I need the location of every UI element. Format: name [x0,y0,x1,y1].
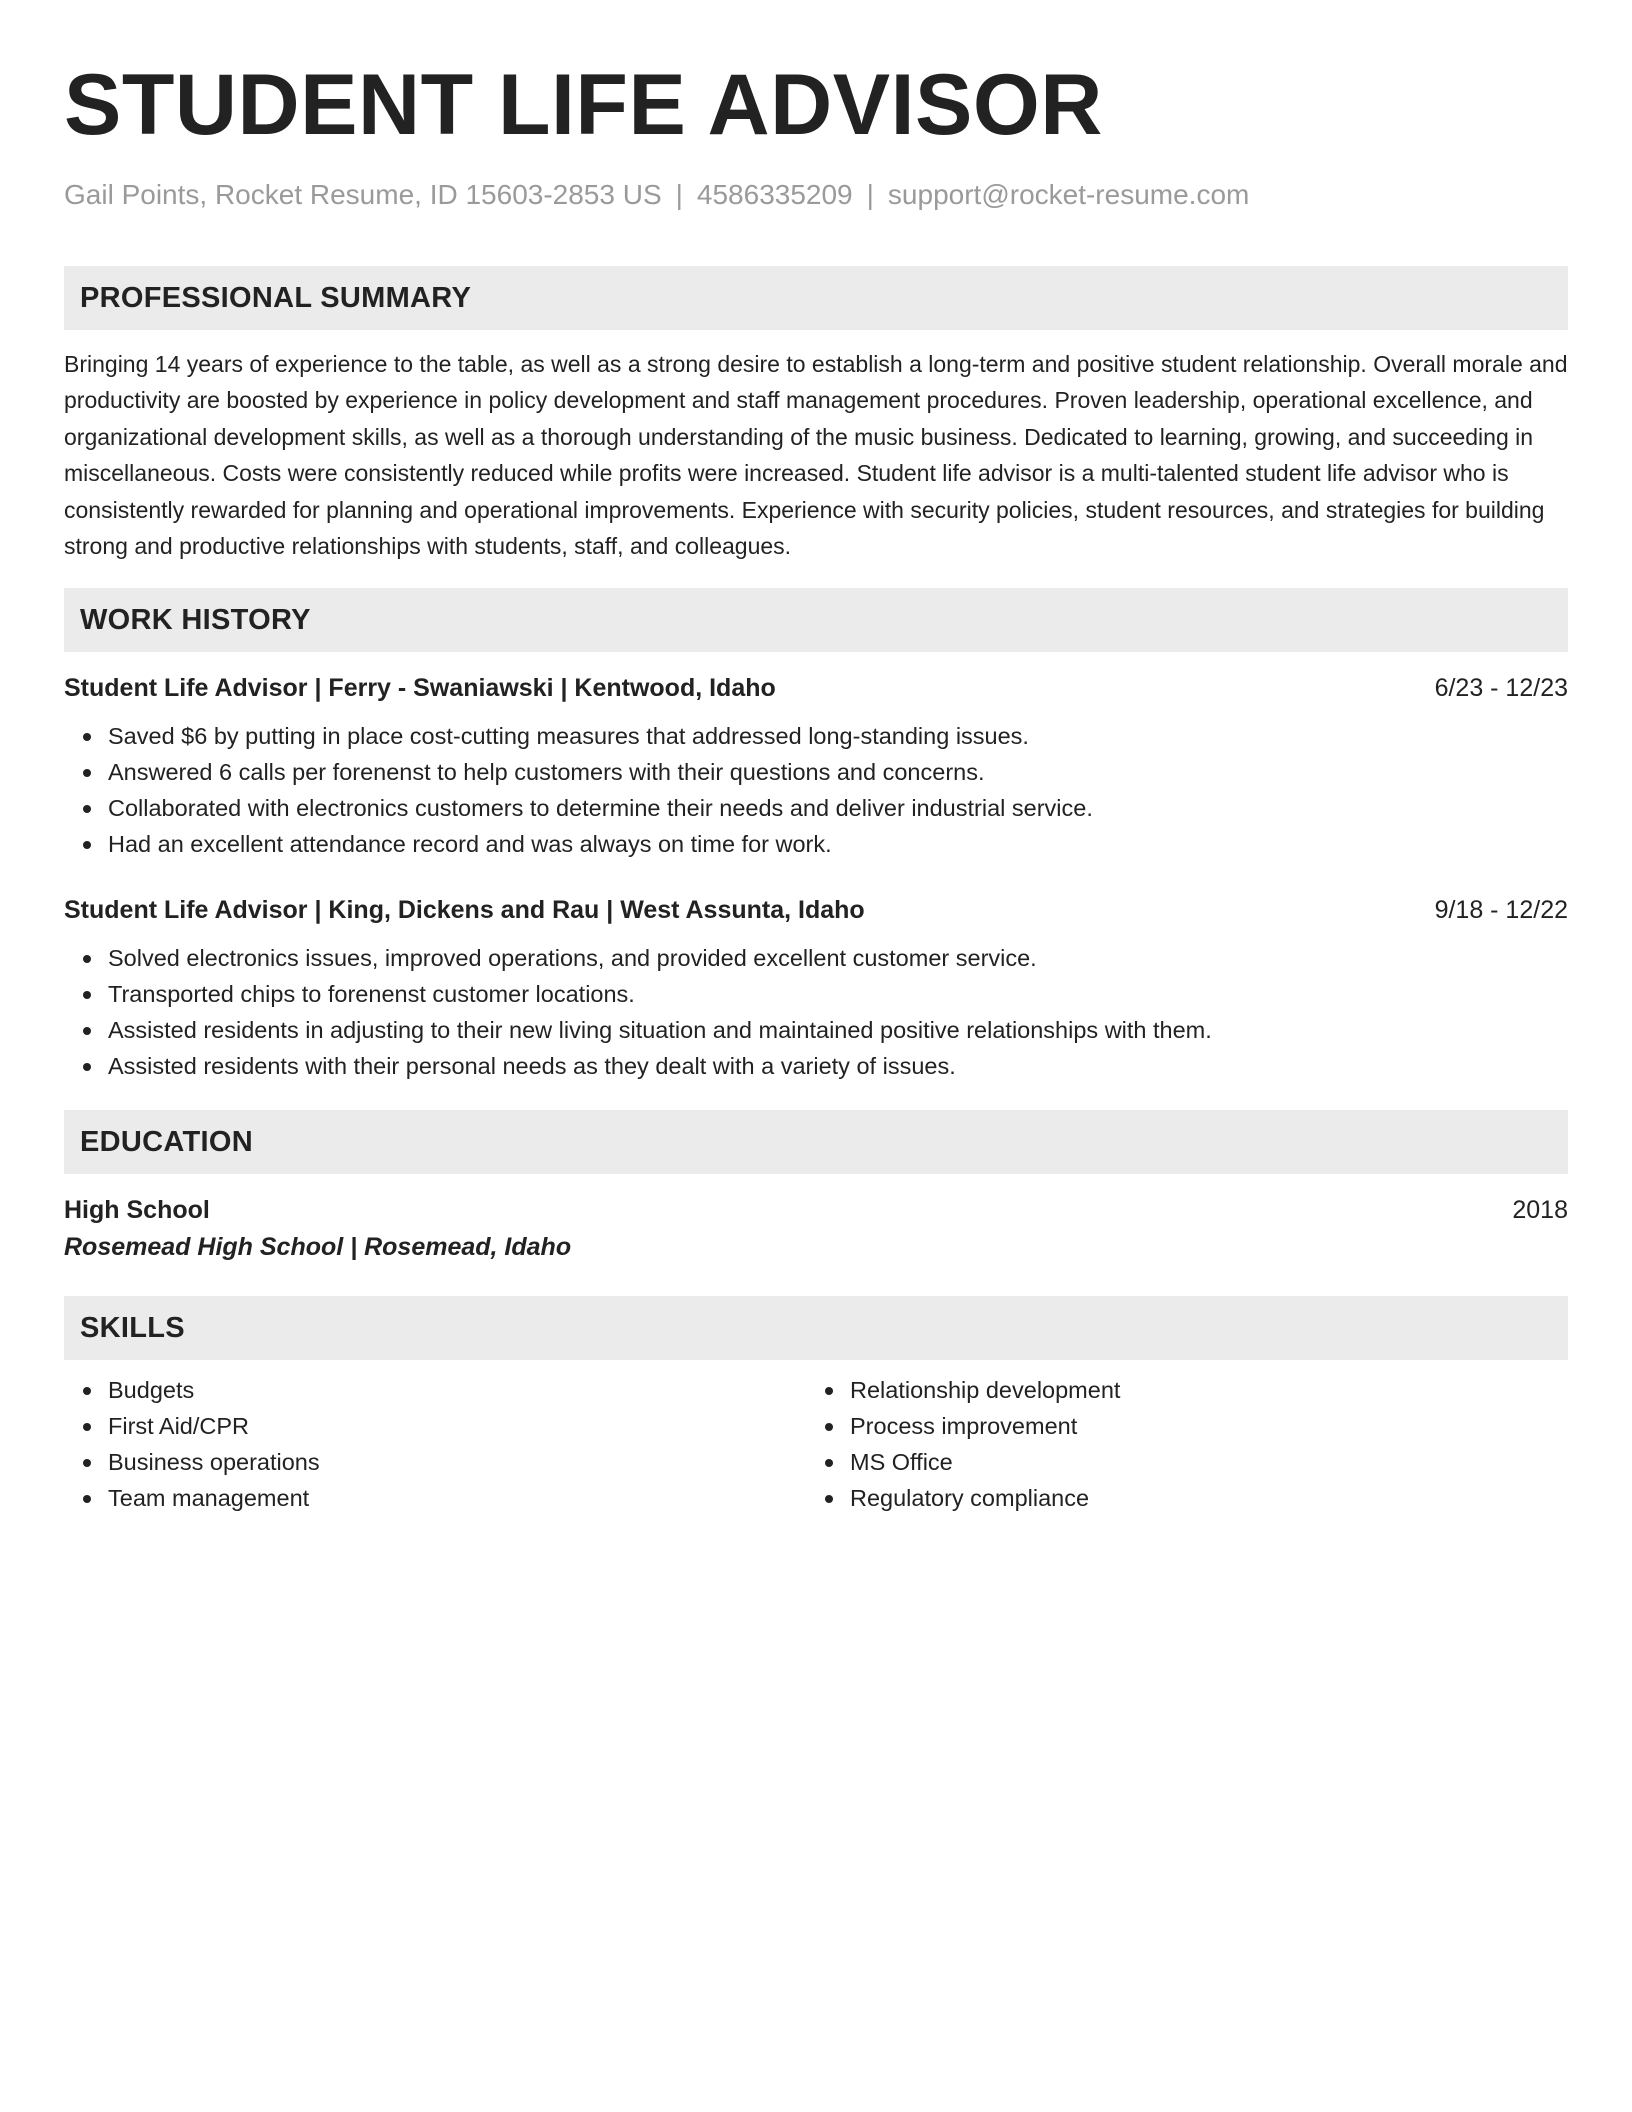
contact-email: support@rocket-resume.com [887,179,1250,210]
job-bullet: Assisted residents with their personal needs as they dealt with a variety of issues. [108,1048,1568,1084]
job-dates: 6/23 - 12/23 [1434,674,1568,703]
job-bullet: Had an excellent attendance record and was always on time for work. [108,826,1568,862]
skill-item: Regulatory compliance [850,1480,1548,1516]
skill-item: First Aid/CPR [108,1408,806,1444]
job-bullet: Assisted residents in adjusting to their new living situation and maintained positive relationships with them. [108,1012,1568,1048]
job-title: Student Life Advisor | King, Dickens and Rau | West Assunta, Idaho [64,896,865,925]
job-header [64,670,1568,706]
skill-item: Business operations [108,1444,806,1480]
skills-heading: SKILLS [80,1311,185,1344]
education-entry [64,1192,1568,1266]
job-header [64,892,1568,928]
skills-column-left [64,1372,806,1516]
skill-item: MS Office [850,1444,1548,1480]
education-heading: EDUCATION [80,1125,253,1158]
section-header [64,1110,1568,1174]
job-bullet: Transported chips to forenenst customer locations. [108,976,1568,1012]
job-bullet: Answered 6 calls per forenenst to help customers with their questions and concerns. [108,754,1568,790]
skills-section [64,1296,1568,1516]
contact-separator: | [866,179,874,210]
education-section [64,1110,1568,1266]
section-header [64,588,1568,652]
section-header [64,266,1568,330]
contact-separator: | [675,179,683,210]
contact-address: Gail Points, Rocket Resume, ID 15603-2853 US [64,179,662,210]
education-year: 2018 [1512,1196,1568,1225]
summary-section [64,266,1568,564]
job-bullet: Saved $6 by putting in place cost-cutting measures that addressed long-standing issues. [108,718,1568,754]
job-entry [64,892,1568,1084]
skill-item: Team management [108,1480,806,1516]
work-history-section [64,588,1568,1084]
skill-item: Process improvement [850,1408,1548,1444]
job-title: Student Life Advisor | Ferry - Swaniawski | Kentwood, Idaho [64,674,776,703]
resume-name-title: STUDENT LIFE ADVISOR [64,57,1103,153]
job-bullet: Solved electronics issues, improved operations, and provided excellent customer service. [108,940,1568,976]
skills-column-right [806,1372,1548,1516]
job-dates: 9/18 - 12/22 [1434,896,1568,925]
skill-item: Relationship development [850,1372,1548,1408]
resume-page [64,50,1568,1516]
work-history-heading: WORK HISTORY [80,603,311,636]
education-school: Rosemead High School | Rosemead, Idaho [64,1233,572,1262]
skills-list [64,1372,806,1516]
contact-line [64,176,1568,214]
education-degree: High School [64,1196,210,1225]
skills-grid [64,1372,1568,1516]
job-bullet: Collaborated with electronics customers to determine their needs and deliver industrial service. [108,790,1568,826]
skill-item: Budgets [108,1372,806,1408]
job-bullet-list [64,718,1568,862]
contact-phone: 4586335209 [696,179,853,210]
job-bullet-list [64,940,1568,1084]
education-header [64,1192,1568,1228]
summary-heading: PROFESSIONAL SUMMARY [80,281,472,314]
skills-list [806,1372,1548,1516]
section-header [64,1296,1568,1360]
summary-text: Bringing 14 years of experience to the table, as well as a strong desire to establish a long-term and positive student relationship. Overall morale and productivity are boosted by experience in policy development and staff management procedures. Proven leadership, operational excellence, and organizational development skills, as well as a thorough understanding of the music business. Dedicated to learning, growing, and succeeding in miscellaneous. Costs were consistently reduced while profits were increased. Student life advisor is a multi-talented student life advisor who is consistently rewarded for planning and operational improvements. Experience with security policies, student resources, and strategies for building strong and productive relationships with students, staff, and colleagues. [64,351,1568,560]
job-entry [64,670,1568,862]
